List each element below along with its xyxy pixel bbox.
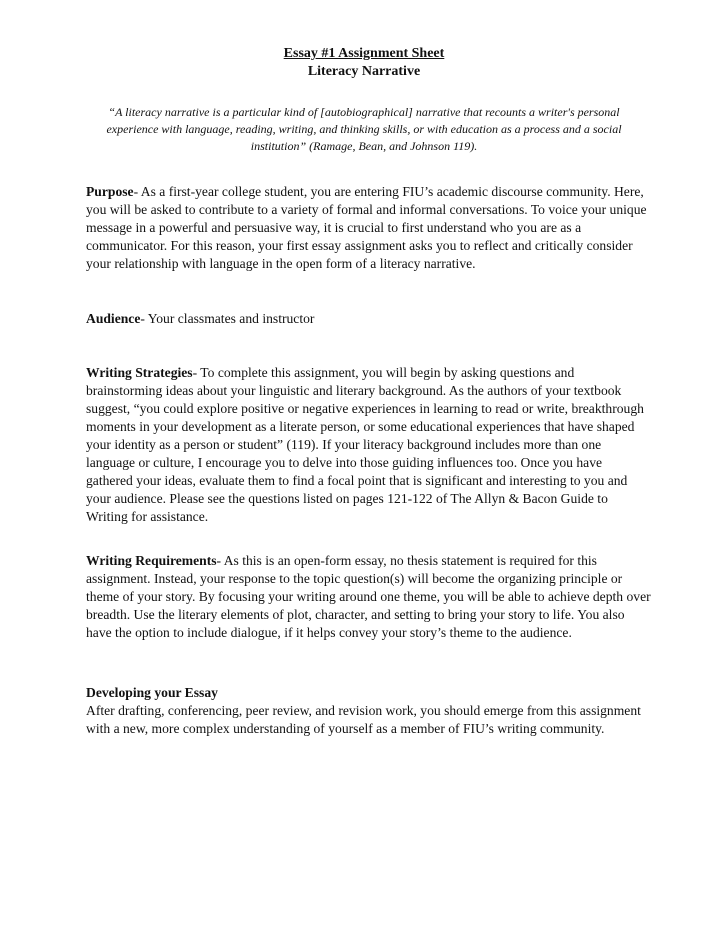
writing-requirements-heading: Writing Requirements (86, 553, 217, 568)
developing-essay-heading-row (86, 684, 652, 702)
writing-strategies-text: - To complete this assignment, you will begin by asking questions and brainstorming ideas about your linguistic and literary background. As the authors of your textbook suggest, “you could explore positive or negative experiences in learning to read or write, breakthrough moments in your development as a literate person, or some educational experiences that have shaped your identity as a person or student” (119). If your literacy background includes more than one language or culture, I encourage you to delve into those guiding influences too. Once you have gathered your ideas, evaluate them to find a focal point that is significant and interesting to you and your audience. Please see the questions listed on pages 121-122 of The Allyn & Bacon Guide to Writing for assistance. (86, 365, 644, 524)
purpose-heading: Purpose (86, 184, 134, 199)
audience-section (86, 310, 652, 328)
audience-heading: Audience (86, 311, 141, 326)
developing-essay-text: After drafting, conferencing, peer review, and revision work, you should emerge from this assignment with a new, more complex understanding of yourself as a member of FIU’s writing community. (86, 703, 641, 736)
purpose-section (86, 183, 652, 273)
document-title (0, 45, 728, 63)
purpose-text: - As a first-year college student, you are entering FIU’s academic discourse community. Here, you will be asked to contribute to a variety of formal and informal conversations. To voice your unique message in a powerful and persuasive way, it is crucial to first understand who you are as a communicator. For this reason, your first essay assignment asks you to reflect and critically consider your relationship with language in the open form of a literacy narrative. (86, 184, 647, 271)
writing-requirements-section (86, 552, 652, 642)
writing-requirements-text: - As this is an open-form essay, no thesis statement is required for this assignment. Instead, your response to the topic question(s) will become the organizing principle or theme of your story. By focusing your writing around one theme, you will be able to achieve depth over breadth. Use the literary elements of plot, character, and setting to bring your story to life. You also have the option to include dialogue, if it helps convey your story’s theme to the audience. (86, 553, 651, 640)
document-subtitle: Literacy Narrative (307, 64, 421, 79)
document-title-text: Essay #1 Assignment Sheet (283, 46, 445, 61)
audience-text: - Your classmates and instructor (140, 311, 315, 326)
writing-strategies-heading: Writing Strategies (86, 365, 193, 380)
writing-strategies-section (86, 364, 652, 526)
developing-essay-heading: Developing your Essay (86, 685, 218, 700)
epigraph-quote: “A literacy narrative is a particular kind of [autobiographical] narrative that recounts a writer's personal experience with language, reading, writing, and thinking skills, or with education as a process and a social institution” (Ramage, Bean, and Johnson 119). (106, 105, 622, 153)
